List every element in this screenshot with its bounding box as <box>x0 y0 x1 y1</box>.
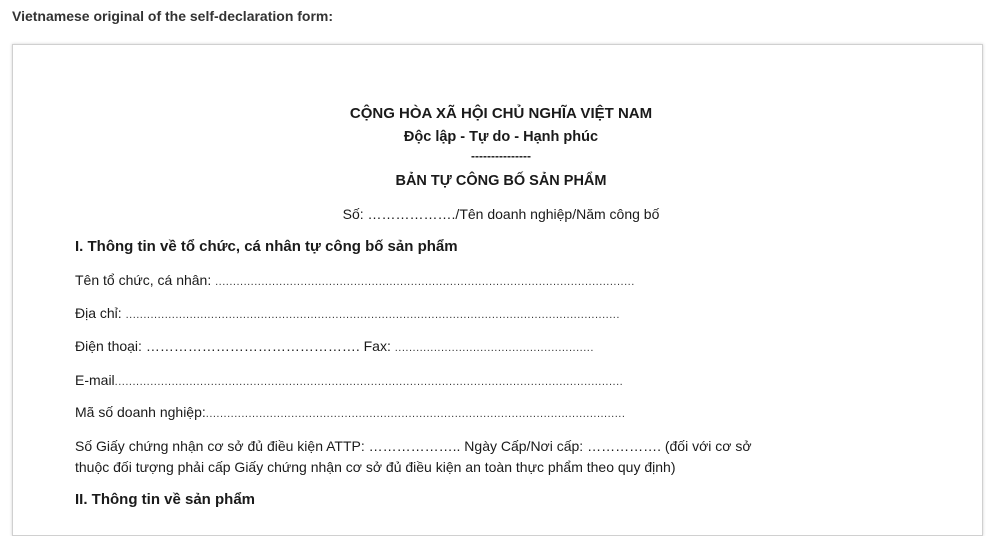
field-label: Điện thoại: <box>75 338 146 354</box>
field-business-code <box>75 404 625 420</box>
document-image-frame <box>12 44 983 536</box>
field-email <box>75 372 623 388</box>
fill-in-dots: ............................................................................................................................................... <box>114 376 624 388</box>
fill-in-dots: ........................................................ <box>394 342 594 354</box>
field-label: Địa chỉ: <box>75 305 126 321</box>
fill-in-dots: ...................................................................................................................... <box>215 276 635 288</box>
field-label: E-mail <box>75 372 115 388</box>
declaration-form-page <box>13 45 982 535</box>
field-phone-fax <box>75 338 594 354</box>
section-1-heading: I. Thông tin về tổ chức, cá nhân tự công bố sản phẩm <box>75 238 458 255</box>
national-motto: Độc lập - Tự do - Hạnh phúc <box>403 129 599 145</box>
field-organization-name <box>75 272 635 288</box>
national-title: CỘNG HÒA XÃ HỘI CHỦ NGHĨA VIỆT NAM <box>349 105 653 122</box>
fill-in-dots: ………………………………………. <box>145 338 360 354</box>
field-certificate-line-1: Số Giấy chứng nhận cơ sở đủ điều kiện ATTP: ……………….. Ngày Cấp/Nơi cấp: ……………. (đối với cơ sở <box>75 438 752 454</box>
title-divider: --------------- <box>471 149 531 163</box>
fill-in-dots: ........................................................................................................................................... <box>125 309 620 321</box>
section-2-heading: II. Thông tin về sản phẩm <box>75 491 256 508</box>
field-certificate-line-2: thuộc đối tượng phải cấp Giấy chứng nhận cơ sở đủ điều kiện an toàn thực phẩm theo quy định) <box>75 459 676 475</box>
field-address <box>75 305 620 321</box>
form-title: BẢN TỰ CÔNG BỐ SẢN PHẨM <box>395 173 607 189</box>
fill-in-dots: ...................................................................................................................... <box>205 408 626 420</box>
field-label-fax: Fax: <box>359 338 395 354</box>
figure-caption: Vietnamese original of the self-declaration form: <box>12 8 334 24</box>
document-number-line: Số: ………………./Tên doanh nghiệp/Năm công bố <box>342 206 660 222</box>
field-label: Tên tổ chức, cá nhân: <box>75 272 216 288</box>
field-label: Mã số doanh nghiệp: <box>75 404 206 420</box>
